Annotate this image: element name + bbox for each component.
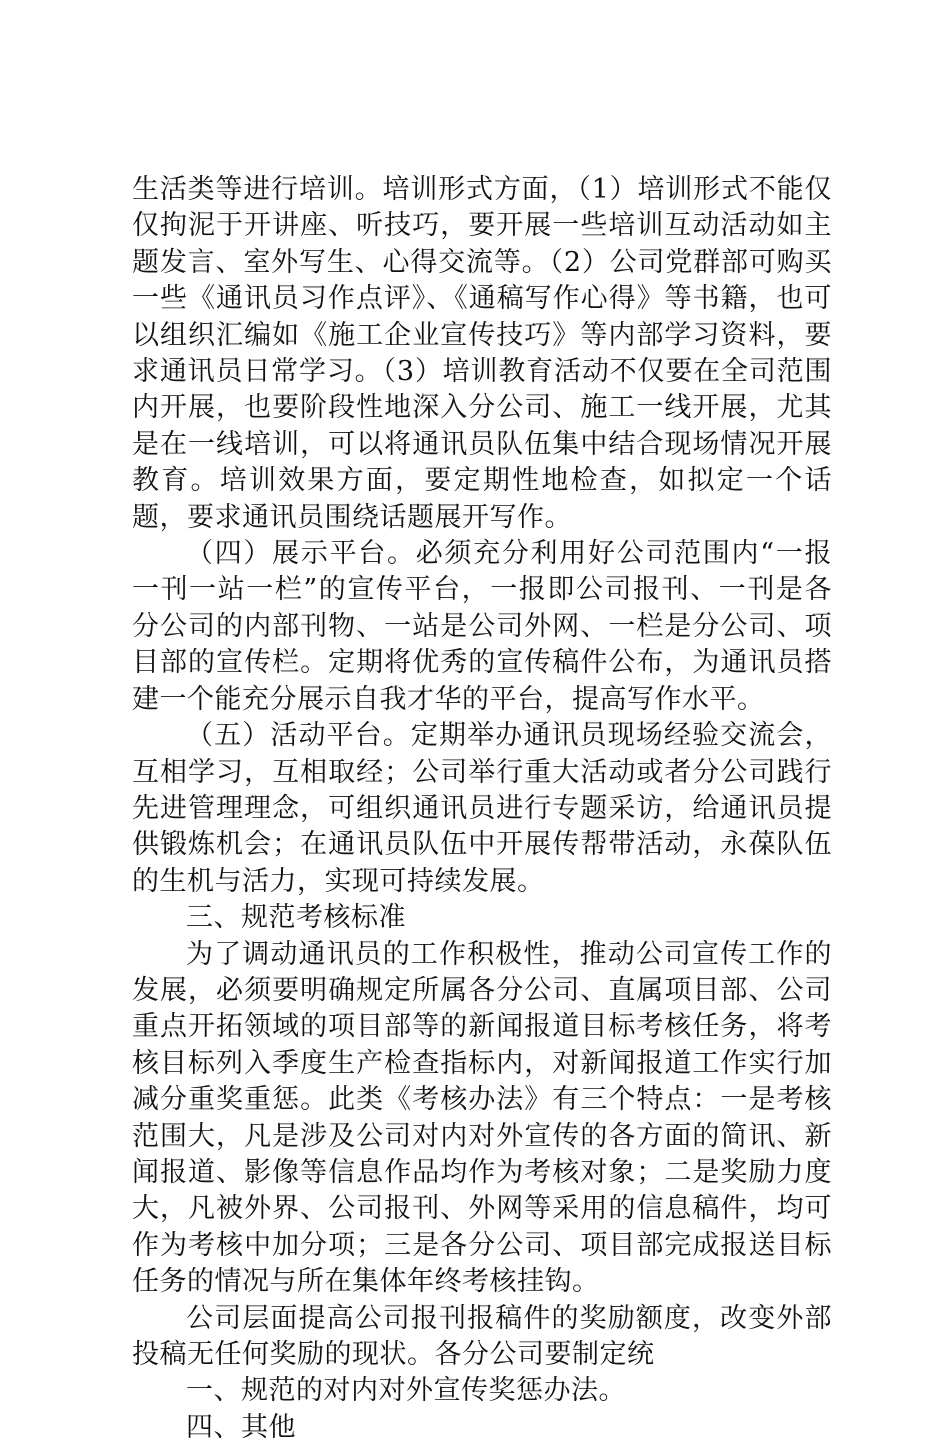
paragraph-activity-platform: （五）活动平台。定期举办通讯员现场经验交流会，互相学习，互相取经；公司举行重大活动或者分公司践行先进管理理念，可组织通讯员进行专题采访，给通讯员提供锻炼机会；在通讯员队伍中开展传帮带活动，永葆队伍的生机与活力，实现可持续发展。	[132, 720, 832, 897]
paragraph-reward: 公司层面提高公司报刊报稿件的奖励额度，改变外部投稿无任何奖励的现状。各分公司要制定统	[132, 1302, 832, 1370]
paragraph-training: 生活类等进行培训。培训形式方面，（1）培训形式不能仅仅拘泥于开讲座、听技巧，要开展一些培训互动活动如主题发言、室外写生、心得交流等。（2）公司党群部可购买一些《通讯员习作点评》、《通稿写作心得》等书籍，也可以组织汇编如《施工企业宣传技巧》等内部学习资料，要求通讯员日常学习。（3）培训教育活动不仅要在全司范围内开展，也要阶段性地深入分公司、施工一线开展，尤其是在一线培训，可以将通讯员队伍集中结合现场情况开展教育。培训效果方面，要定期性地检查，如拟定一个话题，要求通讯员围绕话题展开写作。	[132, 174, 832, 533]
section-heading-other: 四、其他	[186, 1411, 296, 1443]
paragraph-assessment: 为了调动通讯员的工作积极性，推动公司宣传工作的发展，必须要明确规定所属各分公司、直属项目部、公司重点开拓领域的项目部等的新闻报道目标考核任务，将考核目标列入季度生产检查指标内，对新闻报道工作实行加减分重奖重惩。此类《考核办法》有三个特点：一是考核范围大，凡是涉及公司对内对外宣传的各方面的简讯、新闻报道、影像等信息作品均作为考核对象；二是奖励力度大，凡被外界、公司报刊、外网等采用的信息稿件，均可作为考核中加分项；三是各分公司、项目部完成报送目标任务的情况与所在集体年终考核挂钩。	[132, 938, 832, 1298]
document-body	[132, 172, 832, 1446]
paragraph-reward-continued: 一、规范的对内对外宣传奖惩办法。	[186, 1375, 626, 1407]
section-heading-assessment: 三、规范考核标准	[186, 902, 406, 934]
paragraph-display-platform: （四）展示平台。必须充分利用好公司范围内“一报一刊一站一栏”的宣传平台，一报即公司报刊、一刊是各分公司的内部刊物、一站是公司外网、一栏是分公司、项目部的宣传栏。定期将优秀的宣传稿件公布，为通讯员搭建一个能充分展示自我才华的平台，提高写作水平。	[132, 538, 832, 715]
